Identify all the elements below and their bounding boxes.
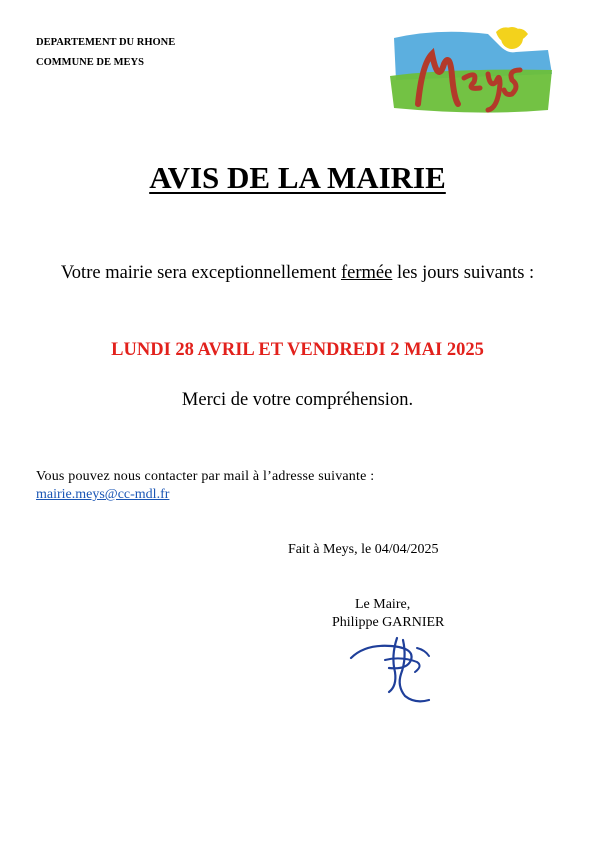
place-and-date: Fait à Meys, le 04/04/2025 <box>288 542 439 557</box>
mayor-name: Philippe GARNIER <box>332 615 445 630</box>
notice-title: AVIS DE LA MAIRIE <box>149 160 446 195</box>
email-link[interactable]: mairie.meys@cc-mdl.fr <box>36 487 170 502</box>
closure-announcement <box>40 262 555 284</box>
mayor-signature <box>345 630 440 708</box>
contact-text: Vous pouvez nous contacter par mail à l’adresse suivante : <box>36 469 375 484</box>
department-name: DEPARTEMENT DU RHONE <box>36 37 176 48</box>
mayor-role: Le Maire, <box>355 597 411 612</box>
meys-logo <box>388 24 554 120</box>
intro-text-after: les jours suivants : <box>392 263 535 283</box>
closure-dates: LUNDI 28 AVRIL ET VENDREDI 2 MAI 2025 <box>111 340 484 360</box>
intro-underlined-word: fermée <box>340 263 393 283</box>
thanks-message: Merci de votre compréhension. <box>181 390 414 410</box>
intro-text-before: Votre mairie sera exceptionnellement <box>60 263 341 283</box>
commune-name: COMMUNE DE MEYS <box>36 57 144 68</box>
